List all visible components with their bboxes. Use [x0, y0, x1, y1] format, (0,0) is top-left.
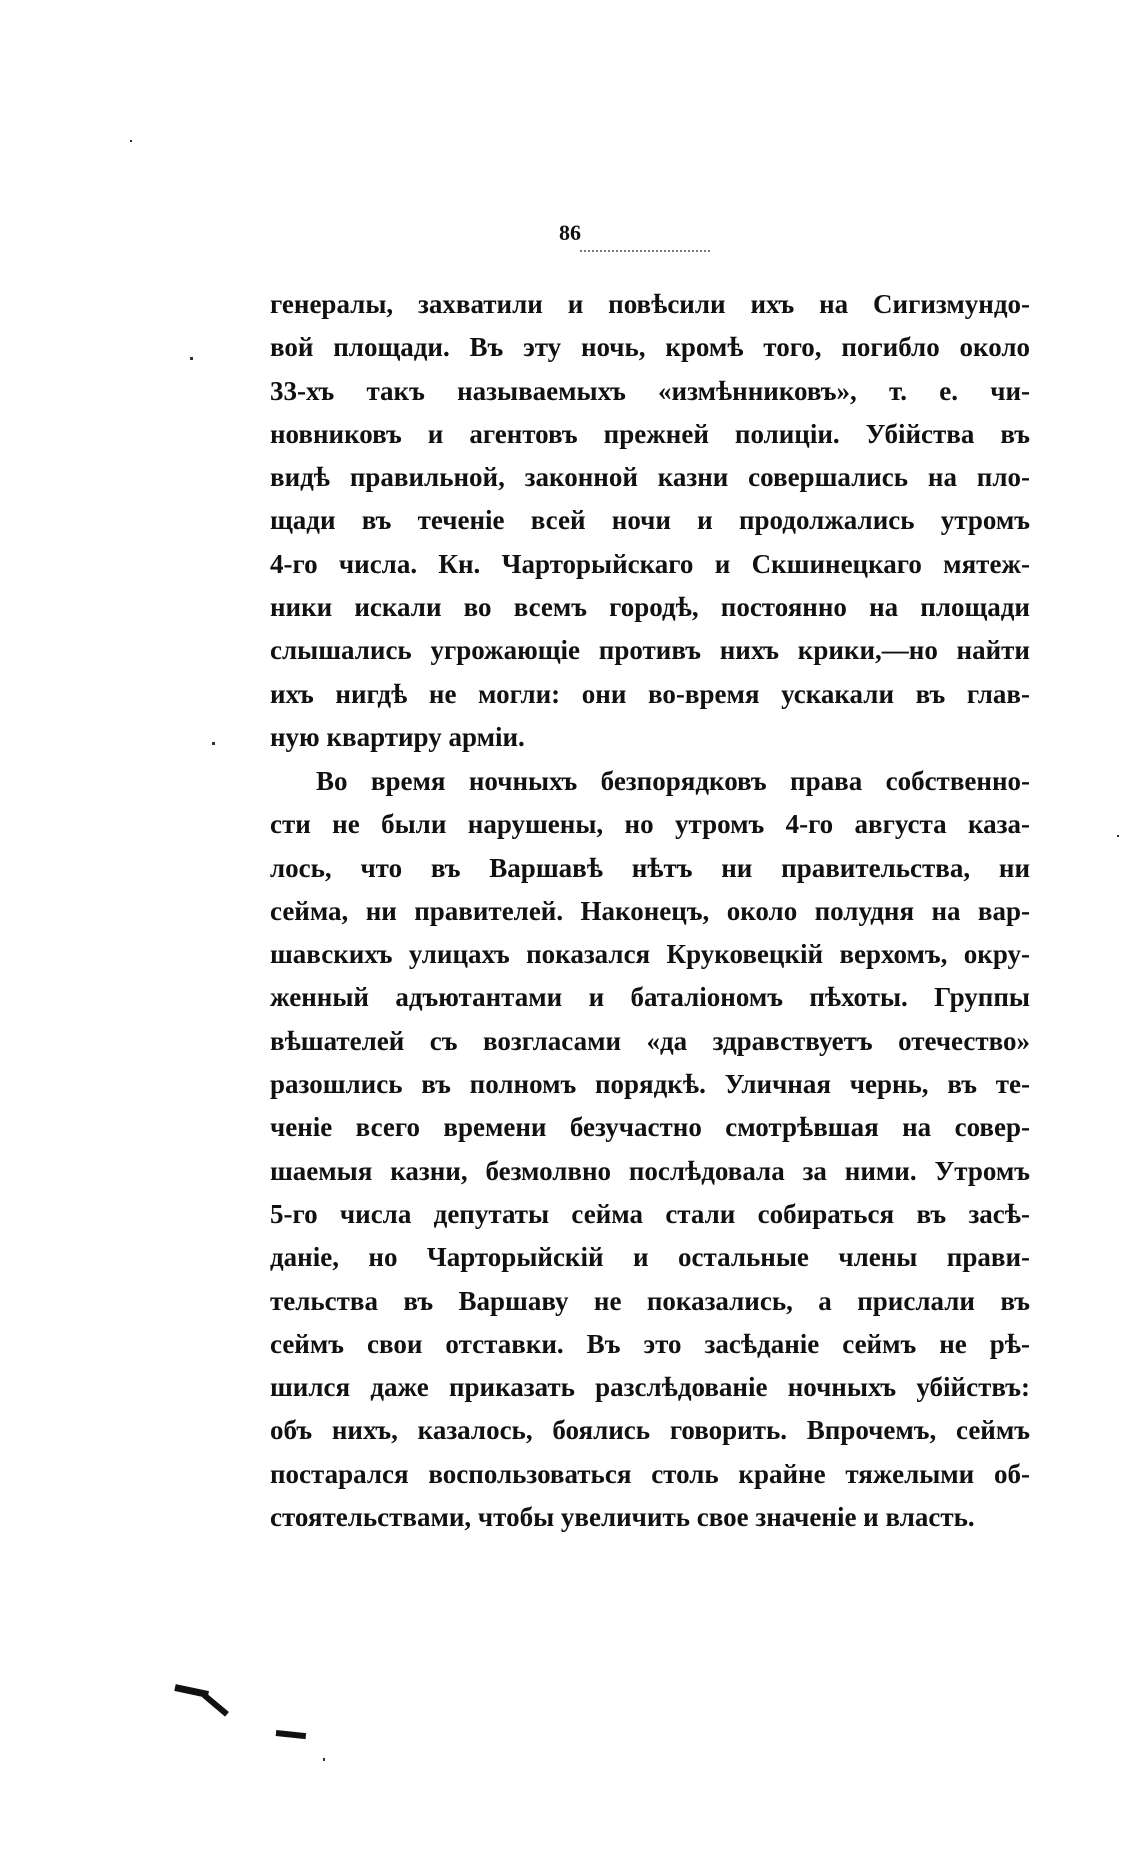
text-line: вой площади. Въ эту ночь, кромѣ того, погибло около: [270, 332, 1030, 363]
text-line: вѣшателей съ возгласами «да здравствуетъ отечество»: [270, 1025, 1030, 1056]
scan-speck: [1117, 835, 1119, 837]
text-line: тельства въ Варшаву не показались, а прислали въ: [270, 1285, 1030, 1316]
text-line: сеймъ свои отставки. Въ это засѣданіе сеймъ не рѣ-: [270, 1328, 1030, 1359]
text-line: даніе, но Чарторыйскій и остальные члены прави-: [270, 1242, 1030, 1273]
text-line: слышались угрожающіе противъ нихъ крики,—но найти: [270, 635, 1030, 666]
text-line: ную квартиру арміи.: [270, 721, 525, 752]
text-line: объ нихъ, казалось, боялись говорить. Впрочемъ, сеймъ: [270, 1415, 1030, 1446]
text-line: шился даже приказать разслѣдованіе ночныхъ убійствъ:: [270, 1372, 1030, 1403]
text-line: новниковъ и агентовъ прежней полиціи. Убійства въ: [270, 418, 1030, 449]
text-line: сти не были нарушены, но утромъ 4-го августа каза-: [270, 809, 1030, 840]
text-line: 33-хъ такъ называемыхъ «измѣнниковъ», т. е. чи-: [270, 375, 1030, 406]
text-line: генералы, захватили и повѣсили ихъ на Сигизмундо-: [270, 289, 1030, 319]
text-line: щади въ теченіе всей ночи и продолжались утромъ: [270, 505, 1030, 536]
text-line: сейма, ни правителей. Наконецъ, около полудня на вар-: [270, 895, 1030, 926]
text-line: женный адъютантами и баталіономъ пѣхоты. Группы: [270, 982, 1030, 1013]
page-number: 86: [559, 220, 581, 245]
text-line: ченіе всего времени безучастно смотрѣвшая на совер-: [270, 1112, 1030, 1143]
text-line: 5-го числа депутаты сейма стали собираться въ засѣ-: [270, 1198, 1030, 1229]
scan-mark: [202, 1693, 229, 1717]
text-line: разошлись въ полномъ порядкѣ. Уличная чернь, въ те-: [270, 1069, 1030, 1100]
page-number-rule: [580, 250, 710, 252]
text-line: постарался воспользоваться столь крайне тяжелыми об-: [270, 1458, 1030, 1489]
text-line: лось, что въ Варшавѣ нѣтъ ни правительства, ни: [270, 852, 1030, 883]
text-line: стоятельствами, чтобы увеличить свое значеніе и власть.: [270, 1502, 975, 1533]
text-line: шавскихъ улицахъ показался Круковецкій верхомъ, окру-: [270, 939, 1030, 970]
scan-speck: [190, 357, 193, 360]
scan-mark: [276, 1730, 306, 1739]
text-line: Во время ночныхъ безпорядковъ права собственно-: [316, 766, 1030, 796]
text-line: шаемыя казни, безмолвно послѣдовала за ними. Утромъ: [270, 1155, 1030, 1186]
scan-speck: [130, 140, 132, 142]
text-line: ники искали во всемъ городѣ, постоянно на площади: [270, 592, 1030, 623]
scan-speck: [212, 742, 215, 745]
text-line: 4-го числа. Кн. Чарторыйскаго и Скшинецкаго мятеж-: [270, 548, 1030, 579]
paragraph-1: [270, 283, 1030, 759]
text-line: видѣ правильной, законной казни совершались на пло-: [270, 462, 1030, 493]
scan-speck: [323, 1758, 325, 1761]
paragraph-2: [270, 760, 1030, 1539]
text-line: ихъ нигдѣ не могли: они во-время ускакали въ глав-: [270, 678, 1030, 709]
